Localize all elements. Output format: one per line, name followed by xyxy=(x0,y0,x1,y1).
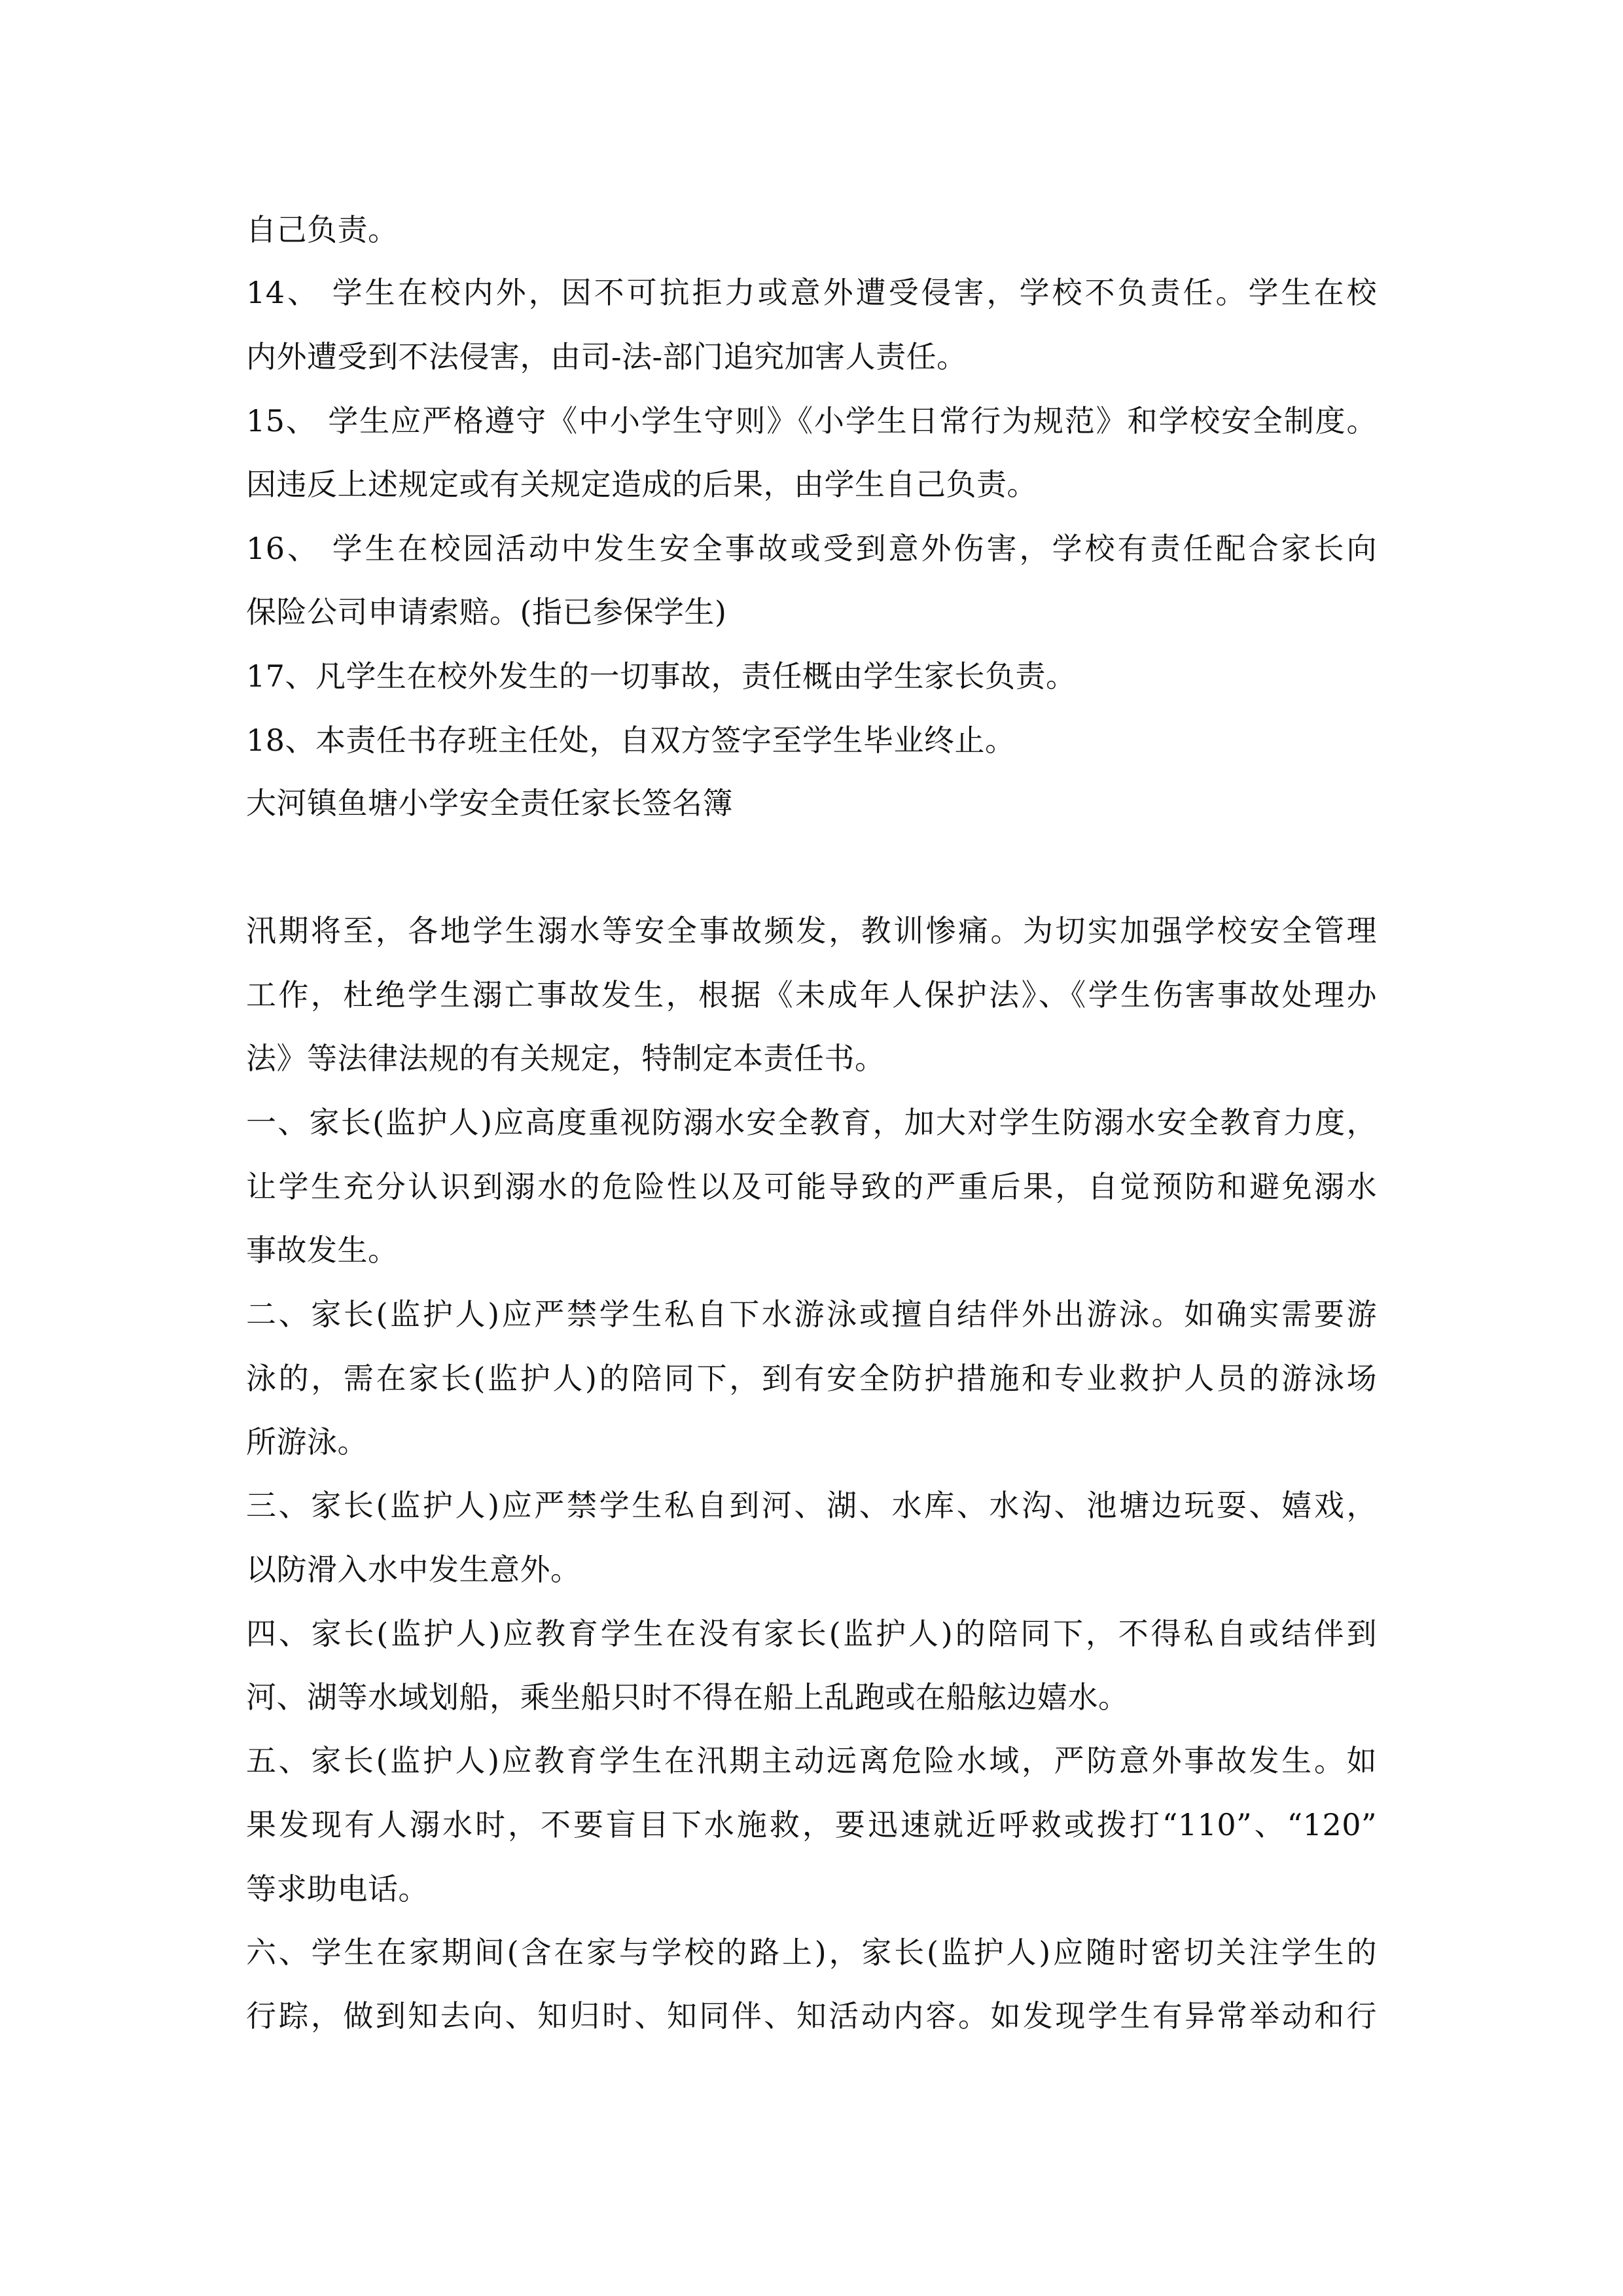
text-line: 果发现有人溺水时，不要盲目下水施救，要迅速就近呼救或拨打“110”、“120” xyxy=(246,1807,1377,1842)
text-line: 18、本责任书存班主任处，自双方签字至学生毕业终止。 xyxy=(246,723,1016,758)
text-line: 17、凡学生在校外发生的一切事故，责任概由学生家长负责。 xyxy=(246,658,1077,694)
text-line: 泳的，需在家长(监护人)的陪同下，到有安全防护措施和专业救护人员的游泳场 xyxy=(246,1361,1377,1396)
text-line: 五、家长(监护人)应教育学生在汛期主动远离危险水域，严防意外事故发生。如 xyxy=(246,1743,1377,1778)
text-line: 四、家长(监护人)应教育学生在没有家长(监护人)的陪同下，不得私自或结伴到 xyxy=(246,1616,1377,1651)
text-line: 三、家长(监护人)应严禁学生私自到河、湖、水库、水沟、池塘边玩耍、嬉戏， xyxy=(246,1488,1377,1523)
text-line: 保险公司申请索赔。(指已参保学生) xyxy=(246,594,727,630)
text-line: 工作，杜绝学生溺亡事故发生，根据《未成年人保护法》、《学生伤害事故处理办 xyxy=(246,977,1377,1013)
text-line: 一、家长(监护人)应高度重视防溺水安全教育，加大对学生防溺水安全教育力度， xyxy=(246,1105,1377,1140)
text-line: 等求助电话。 xyxy=(246,1871,429,1907)
section-title: 大河镇鱼塘小学安全责任家长签名簿 xyxy=(246,785,733,821)
text-line: 汛期将至，各地学生溺水等安全事故频发，教训惨痛。为切实加强学校安全管理 xyxy=(246,913,1377,948)
text-line: 二、家长(监护人)应严禁学生私自下水游泳或擅自结伴外出游泳。如确实需要游 xyxy=(246,1297,1377,1332)
text-line: 因违反上述规定或有关规定造成的后果，由学生自己负责。 xyxy=(246,467,1037,502)
text-line: 让学生充分认识到溺水的危险性以及可能导致的严重后果，自觉预防和避免溺水 xyxy=(246,1169,1377,1204)
text-line: 内外遭受到不法侵害，由司-法-部门追究加害人责任。 xyxy=(246,339,967,374)
text-line: 行踪，做到知去向、知归时、知同伴、知活动内容。如发现学生有异常举动和行 xyxy=(246,1998,1377,2034)
text-line: 16、 学生在校园活动中发生安全事故或受到意外伤害，学校有责任配合家长向 xyxy=(246,531,1377,566)
text-line: 法》等法律法规的有关规定，特制定本责任书。 xyxy=(246,1041,885,1076)
text-line: 14、 学生在校内外，因不可抗拒力或意外遭受侵害，学校不负责任。学生在校 xyxy=(246,275,1377,310)
text-line: 事故发生。 xyxy=(246,1232,399,1268)
text-line: 自己负责。 xyxy=(246,212,399,247)
text-line: 以防滑入水中发生意外。 xyxy=(246,1552,581,1587)
text-line: 河、湖等水域划船，乘坐船只时不得在船上乱跑或在船舷边嬉水。 xyxy=(246,1679,1129,1715)
text-line: 所游泳。 xyxy=(246,1424,368,1460)
text-line: 六、学生在家期间(含在家与学校的路上)，家长(监护人)应随时密切关注学生的 xyxy=(246,1935,1377,1970)
text-line: 15、 学生应严格遵守《中小学生守则》《小学生日常行为规范》和学校安全制度。 xyxy=(246,403,1377,439)
